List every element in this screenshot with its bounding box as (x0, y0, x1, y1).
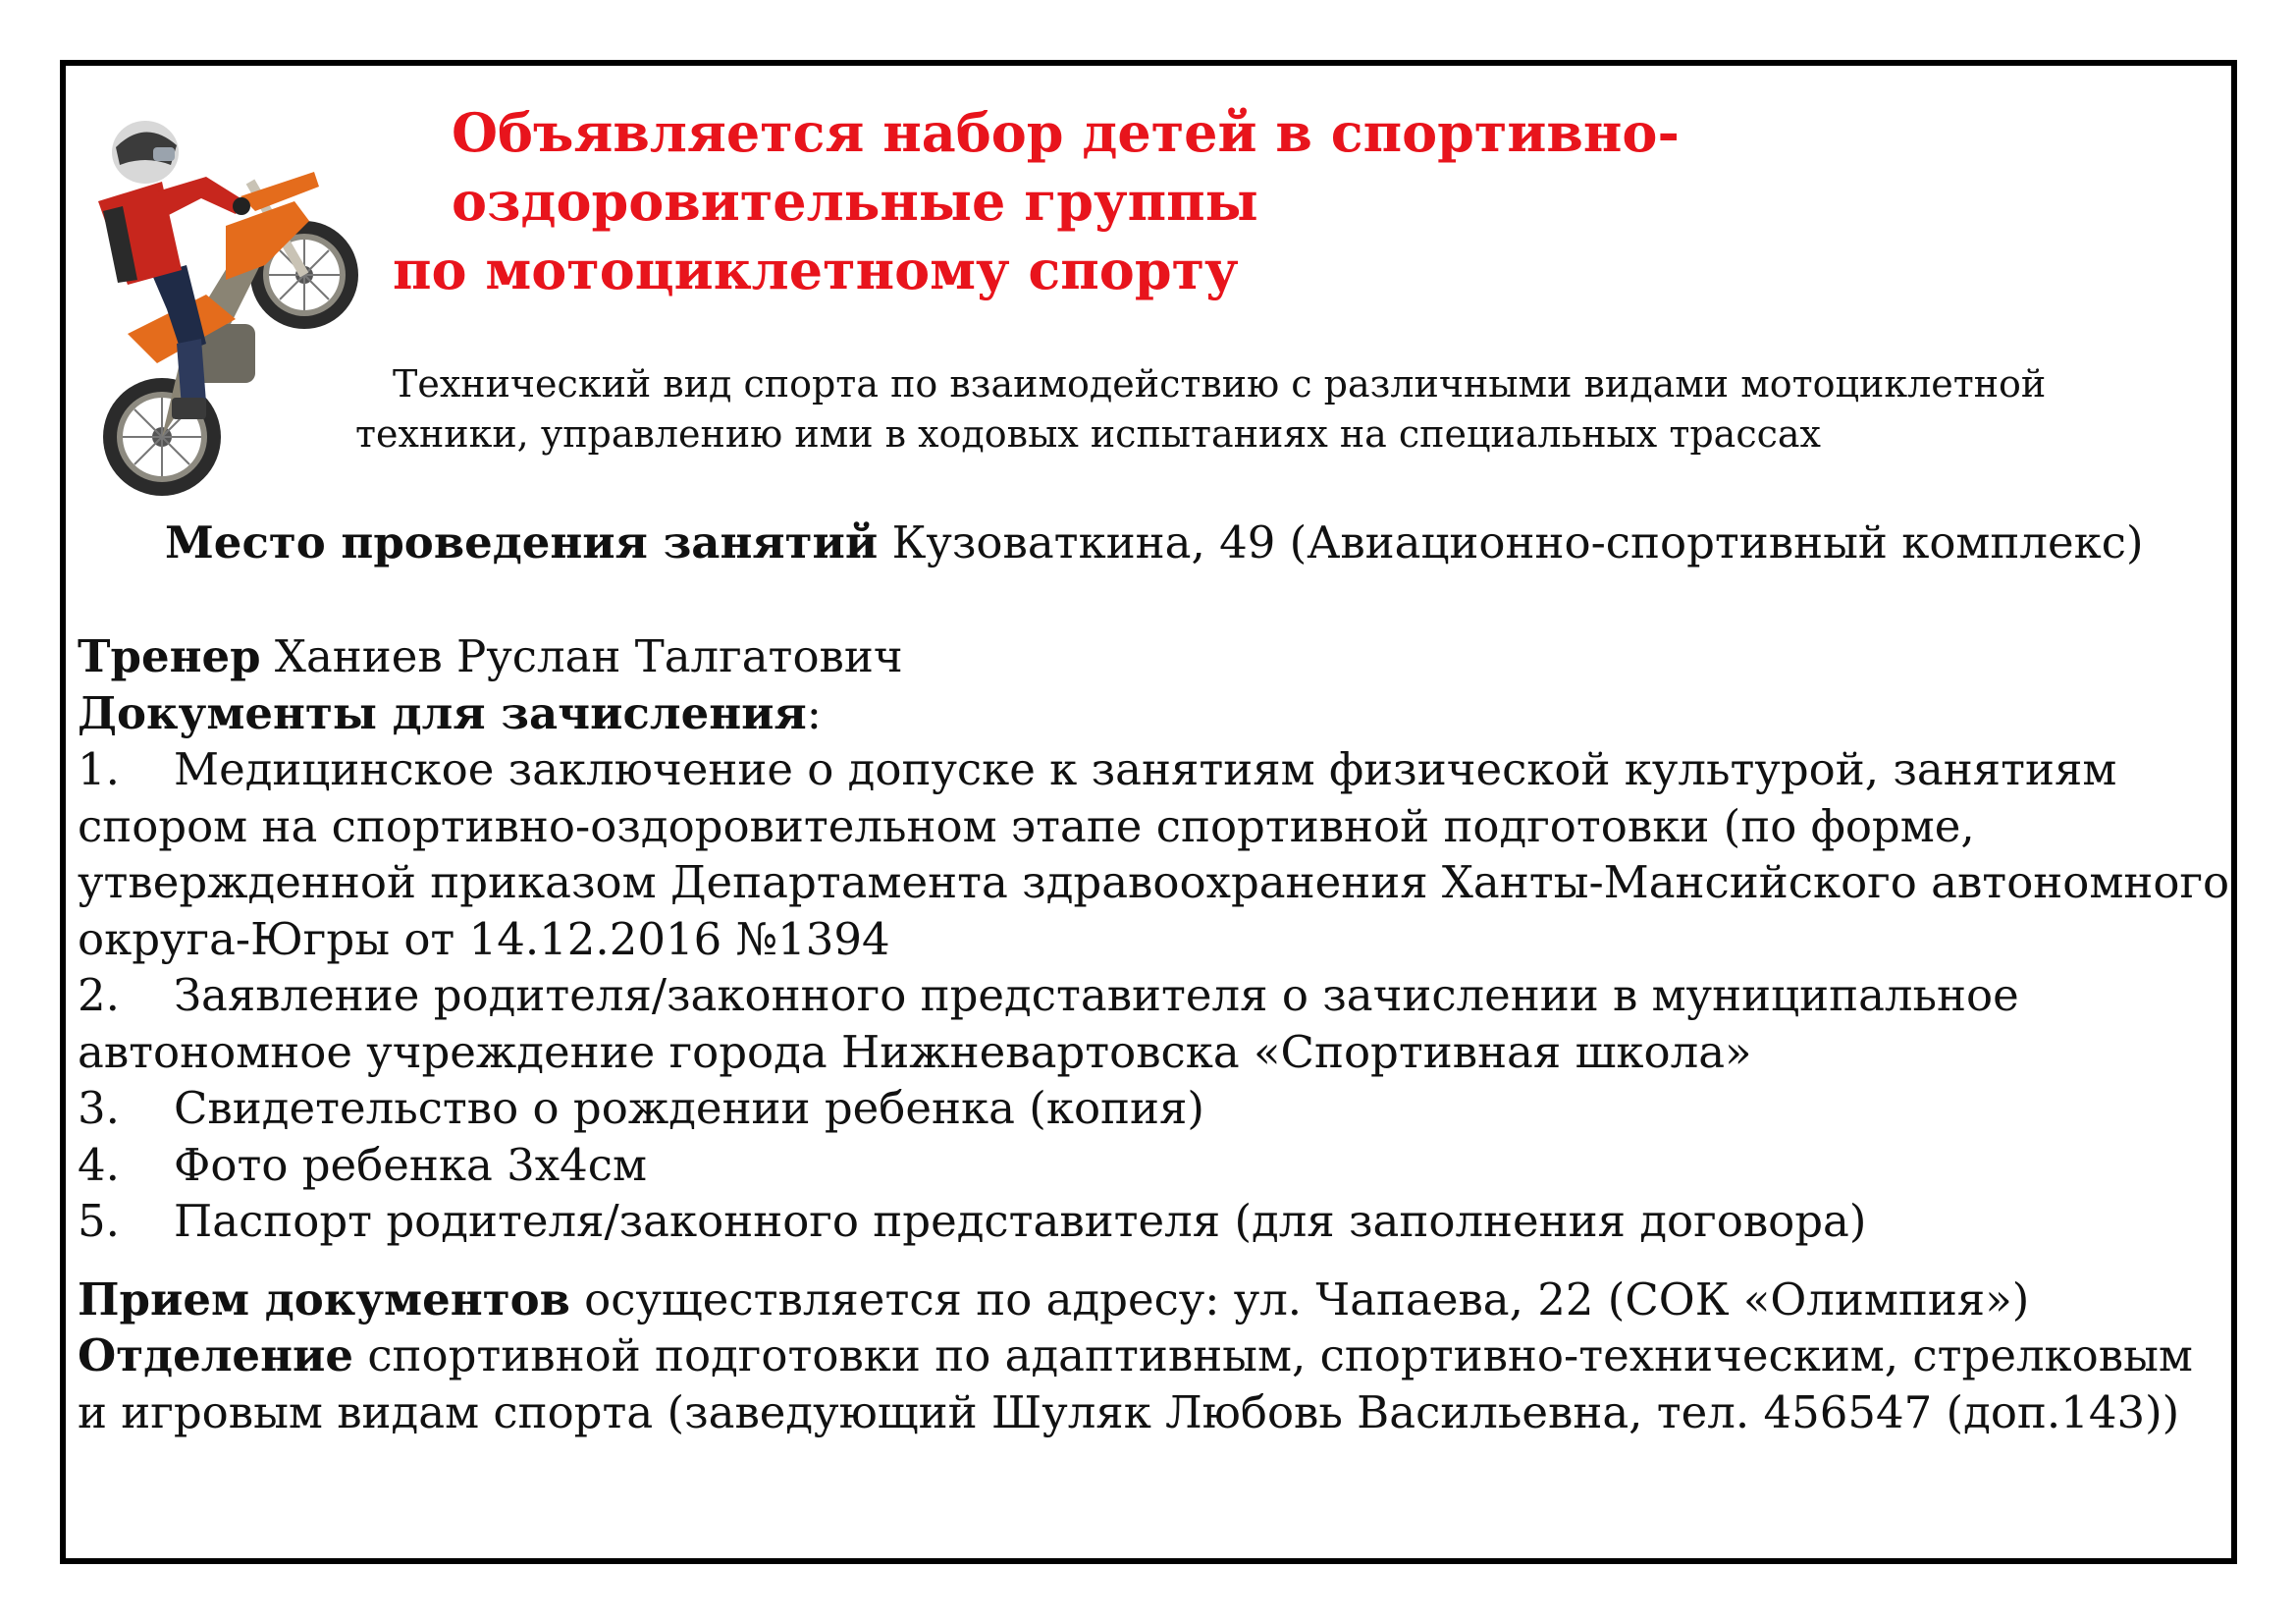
title-line-2: оздоровительные группы (452, 170, 1258, 233)
title-line-1: Объявляется набор детей в спортивно- (452, 101, 1680, 164)
list-item-1-number: 1. (78, 743, 120, 795)
motocross-rider-image (69, 108, 363, 511)
list-item-3 (78, 1080, 2222, 1137)
trainer-value: Ханиев Руслан Талгатович (260, 630, 903, 682)
list-item-1-line-1 (78, 741, 2222, 798)
subtitle-line-1: Технический вид спорта по взаимодействию с различными видами мотоциклетной (393, 362, 2047, 406)
title-line-3: по мотоциклетному спорту (393, 239, 1239, 301)
documents-heading (78, 685, 2222, 742)
list-item-4-number: 4. (78, 1138, 120, 1191)
department-line-2: и игровым видам спорта (заведующий Шуляк Любовь Васильевна, тел. 456547 (доп.143)) (78, 1385, 2180, 1438)
department-label: Отделение (78, 1329, 354, 1381)
subtitle-line-2: техники, управлению ими в ходовых испытаниях на специальных трассах (355, 412, 1821, 456)
list-item-4 (78, 1137, 2222, 1194)
place-value: Кузоваткина, 49 (Авиационно-спортивный комплекс) (878, 516, 2144, 568)
list-item-3-number: 3. (78, 1082, 120, 1134)
list-item-1-line-2: спором на спортивно-оздоровительном этапе спортивной подготовки (по форме, (78, 799, 1975, 852)
list-item-1-text-1: Медицинское заключение о допуске к занятиям физической культурой, занятиям (174, 743, 2117, 795)
reception-value: осуществляется по адресу: ул. Чапаева, 22 (СОК «Олимпия») (569, 1272, 2030, 1325)
department-line-1 (78, 1327, 2222, 1384)
department-text-1: спортивной подготовки по адаптивным, спортивно-техническим, стрелковым (353, 1329, 2193, 1381)
documents-colon: : (806, 686, 822, 739)
list-item-2-number: 2. (78, 969, 120, 1021)
spacer (78, 1250, 2222, 1271)
list-item-3-text: Свидетельство о рождении ребенка (копия) (174, 1082, 1204, 1134)
list-item-2-line-2: автономное учреждение города Нижневартовска «Спортивная школа» (78, 1025, 1752, 1078)
list-item-1-line-4: округа-Югры от 14.12.2016 №1394 (78, 912, 890, 965)
list-item-5 (78, 1193, 2222, 1250)
main-body (78, 628, 2230, 1440)
trainer-line (78, 628, 2222, 685)
list-item-5-text: Паспорт родителя/законного представителя (для заполнения договора) (174, 1195, 1867, 1247)
reception-label: Прием документов (78, 1272, 570, 1325)
list-item-2-text-1: Заявление родителя/законного представителя о зачислении в муниципальное (174, 969, 2019, 1021)
trainer-label: Тренер (78, 630, 261, 682)
place-label: Место проведения занятий (165, 516, 879, 568)
list-item-5-number: 5. (78, 1195, 120, 1247)
list-item-2-line-1 (78, 967, 2222, 1024)
list-item-1-line-3: утвержденной приказом Департамента здравоохранения Ханты-Мансийского автономного (78, 856, 2230, 908)
training-place (165, 514, 2144, 571)
documents-label: Документы для зачисления (78, 686, 807, 739)
list-item-4-text: Фото ребенка 3х4см (174, 1138, 647, 1191)
reception-line (78, 1271, 2222, 1328)
